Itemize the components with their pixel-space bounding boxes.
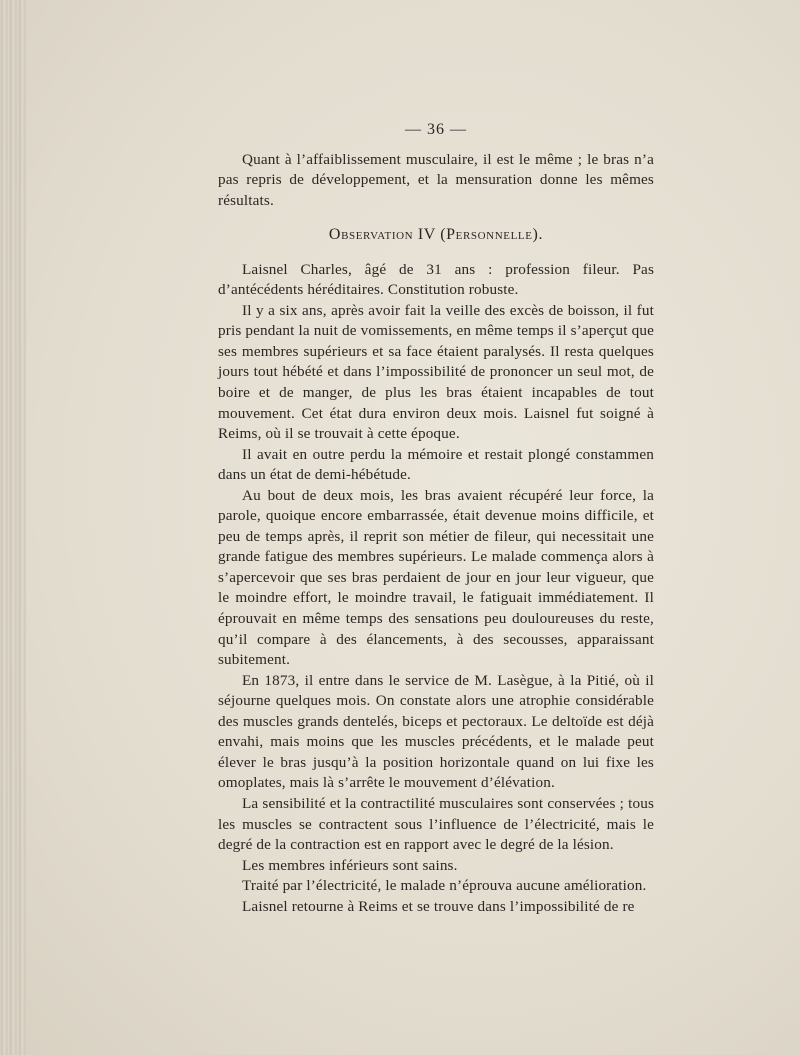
paragraph-5: En 1873, il entre dans le service de M. Lasègue, à la Pitié, où il séjourne quelques mois. On constate alors une atrophie considérable des muscles grands dentelés, biceps et pectoraux. Le deltoïde est déjà envahi, mais moins que les muscles précédents, et le malade peut élever le bras jusqu’à la position horizontale quand on lui fixe les omoplates, mais là s’arrête le mouvement d’élévation.: [218, 671, 654, 792]
paragraph-8: Traité par l’électricité, le malade n’éprouva aucune amélioration.: [242, 877, 647, 895]
intro-paragraph: Quant à l’affaiblissement musculaire, il est le même ; le bras n’a pas repris de développement, et la mensuration donne les mêmes résultats.: [218, 150, 654, 209]
page-binding-edge: [0, 0, 26, 1055]
paragraph-6: La sensibilité et la contractilité musculaires sont conservées ; tous les muscles se contractent sous l’influence de l’électricité, mais le degré de la contraction est en rapport avec le degré de la lésion.: [218, 794, 654, 854]
paragraph-2: Il y a six ans, après avoir fait la veille des excès de boisson, il fut pris pendant la nuit de vomissements, en même temps il s’aperçut que ses membres supérieurs et sa face étaient paralysés. Il resta quelques jours tout hébété et dans l’impossibilité de prononcer un seul mot, de boire et de manger, de plus les bras étaient incapables de tout mouvement. Cet état dura environ deux mois. Laisnel fut soigné à Reims, où il se trouvait à cette époque.: [218, 301, 654, 443]
section-heading: Observation IV (Personnelle).: [328, 226, 544, 244]
paragraph-7: Les membres inférieurs sont sains.: [242, 856, 458, 874]
page-number: — 36 —: [405, 121, 467, 138]
paragraph-3: Il avait en outre perdu la mémoire et restait plongé constammen dans un état de demi-hébétude.: [218, 445, 654, 484]
paragraph-1: Laisnel Charles, âgé de 31 ans : profession fileur. Pas d’antécédents héréditaires. Constitution robuste.: [218, 260, 654, 299]
paragraph-4: Au bout de deux mois, les bras avaient récupéré leur force, la parole, quoique encore embarrassée, était devenue moins difficile, et peu de temps après, il reprit son métier de fileur, qui necessitait une grande fatigue des membres supérieurs. Le malade commença alors à s’apercevoir que ses bras perdaient de jour en jour leur vigueur, que le moindre effort, le moindre travail, le fatiguait immédiatement. Il éprouvait en même temps des sensations peu douloureuses du reste, qu’il compare à des élancements, à des secousses, apparaissant subitement.: [218, 486, 654, 669]
paragraph-9: Laisnel retourne à Reims et se trouve dans l’impossibilité de re: [242, 897, 635, 915]
page-text-block: [218, 120, 654, 917]
